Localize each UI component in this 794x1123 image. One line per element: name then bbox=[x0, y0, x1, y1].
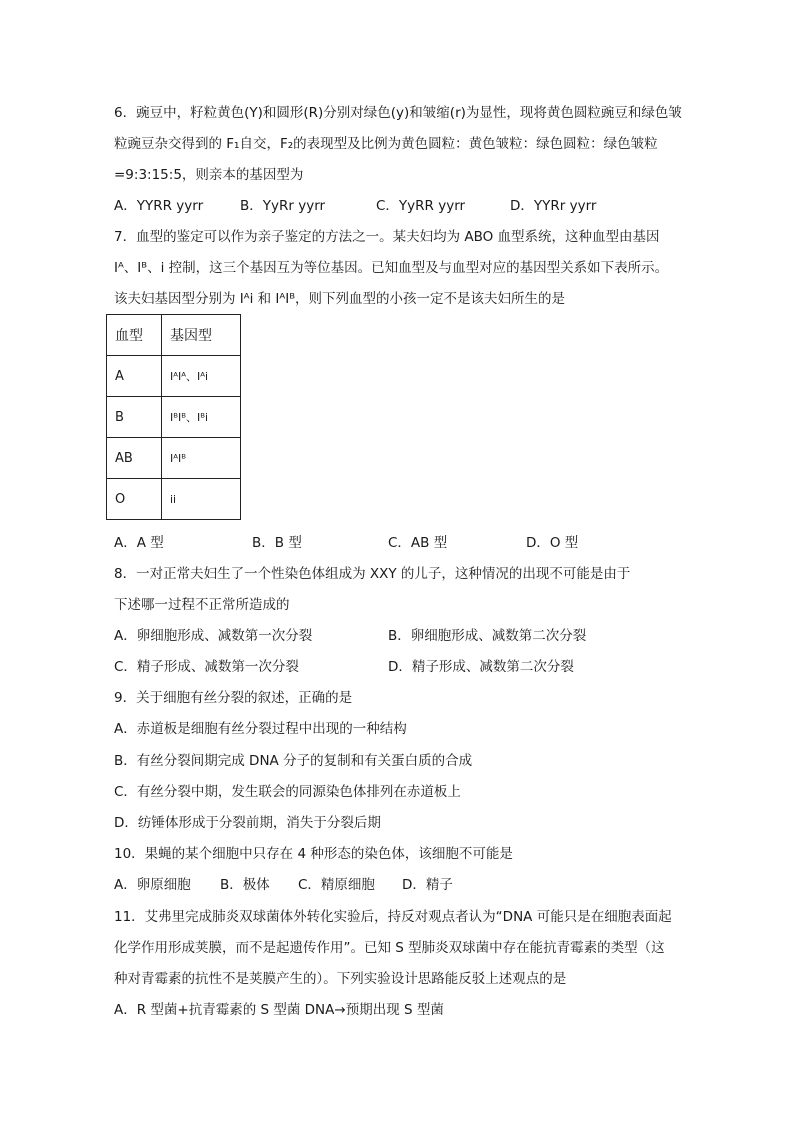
q8-option-a: A．卵细胞形成、减数第一次分裂 bbox=[114, 628, 313, 644]
q6-option-a: A．YYRR yyrr bbox=[114, 198, 204, 214]
q10-option-c: C．精原细胞 bbox=[298, 877, 375, 893]
q7-option-c: C．AB 型 bbox=[388, 535, 448, 551]
q8-option-c: C．精子形成、减数第一次分裂 bbox=[114, 659, 299, 675]
q9-option-c: C．有丝分裂中期，发生联会的同源染色体排列在赤道板上 bbox=[114, 784, 461, 800]
q9-option-a: A．赤道板是细胞有丝分裂过程中出现的一种结构 bbox=[114, 721, 407, 737]
table-cell-blood-type: AB bbox=[107, 438, 162, 479]
table-row bbox=[107, 438, 241, 479]
table-header-blood-type: 血型 bbox=[107, 315, 162, 356]
q7-line-2: Iᴬ、Iᴮ、i 控制，这三个基因互为等位基因。已知血型及与血型对应的基因型关系如下表所示。 bbox=[114, 260, 669, 276]
q11-option-a: A．R 型菌+抗青霉素的 S 型菌 DNA→预期出现 S 型菌 bbox=[114, 1002, 444, 1018]
q8-option-d: D．精子形成、减数第二次分裂 bbox=[388, 659, 574, 675]
table-cell-genotype: IᴮIᴮ、Iᴮi bbox=[162, 397, 241, 438]
q11-line-1: 11．艾弗里完成肺炎双球菌体外转化实验后，持反对观点者认为“DNA 可能只是在细胞表面起 bbox=[114, 909, 672, 925]
blood-type-table bbox=[106, 314, 241, 520]
table-cell-genotype: ii bbox=[162, 479, 241, 520]
q6-line-3: =9:3:15:5，则亲本的基因型为 bbox=[114, 167, 304, 183]
table-cell-genotype: IᴬIᴬ、Iᴬi bbox=[162, 356, 241, 397]
q6-line-1: 6．豌豆中，籽粒黄色(Y)和圆形(R)分别对绿色(y)和皱缩(r)为显性，现将黄色圆粒豌豆和绿色皱 bbox=[114, 105, 682, 121]
table-cell-genotype: IᴬIᴮ bbox=[162, 438, 241, 479]
table-row bbox=[107, 397, 241, 438]
q10-option-b: B．极体 bbox=[220, 877, 270, 893]
table-cell-blood-type: O bbox=[107, 479, 162, 520]
table-row bbox=[107, 356, 241, 397]
q11-line-3: 种对青霉素的抗性不是荚膜产生的）。下列实验设计思路能反驳上述观点的是 bbox=[114, 971, 567, 987]
q6-line-2: 粒豌豆杂交得到的 F₁自交，F₂的表现型及比例为黄色圆粒：黄色皱粒：绿色圆粒：绿色皱粒 bbox=[114, 136, 658, 152]
q10-option-a: A．卵原细胞 bbox=[114, 877, 191, 893]
q8-line-1: 8．一对正常夫妇生了一个性染色体组成为 XXY 的儿子，这种情况的出现不可能是由于 bbox=[114, 566, 631, 582]
q7-line-1: 7．血型的鉴定可以作为亲子鉴定的方法之一。某夫妇均为 ABO 血型系统，这种血型由基因 bbox=[114, 229, 660, 245]
q9-option-d: D．纺锤体形成于分裂前期，消失于分裂后期 bbox=[114, 815, 381, 831]
q10-option-d: D．精子 bbox=[402, 877, 453, 893]
q8-line-2: 下述哪一过程不正常所造成的 bbox=[114, 597, 290, 613]
q10-line-1: 10．果蝇的某个细胞中只存在 4 种形态的染色体，该细胞不可能是 bbox=[114, 846, 513, 862]
q6-option-b: B．YyRr yyrr bbox=[240, 198, 326, 214]
q9-line-1: 9．关于细胞有丝分裂的叙述，正确的是 bbox=[114, 690, 353, 706]
q8-option-b: B．卵细胞形成、减数第二次分裂 bbox=[388, 628, 587, 644]
q11-line-2: 化学作用形成荚膜，而不是起遗传作用”。已知 S 型肺炎双球菌中存在能抗青霉素的类型（这 bbox=[114, 940, 665, 956]
q9-option-b: B．有丝分裂间期完成 DNA 分子的复制和有关蛋白质的合成 bbox=[114, 753, 473, 769]
table-row bbox=[107, 479, 241, 520]
table-header-row bbox=[107, 315, 241, 356]
q6-option-c: C．YyRR yyrr bbox=[376, 198, 466, 214]
table-header-genotype: 基因型 bbox=[162, 315, 241, 356]
q7-option-b: B．B 型 bbox=[252, 535, 302, 551]
table-cell-blood-type: A bbox=[107, 356, 162, 397]
q6-option-d: D．YYRr yyrr bbox=[510, 198, 597, 214]
q7-line-3: 该夫妇基因型分别为 Iᴬi 和 IᴬIᴮ，则下列血型的小孩一定不是该夫妇所生的是 bbox=[114, 291, 566, 307]
q7-option-a: A．A 型 bbox=[114, 535, 164, 551]
table-cell-blood-type: B bbox=[107, 397, 162, 438]
q7-option-d: D．O 型 bbox=[526, 535, 579, 551]
